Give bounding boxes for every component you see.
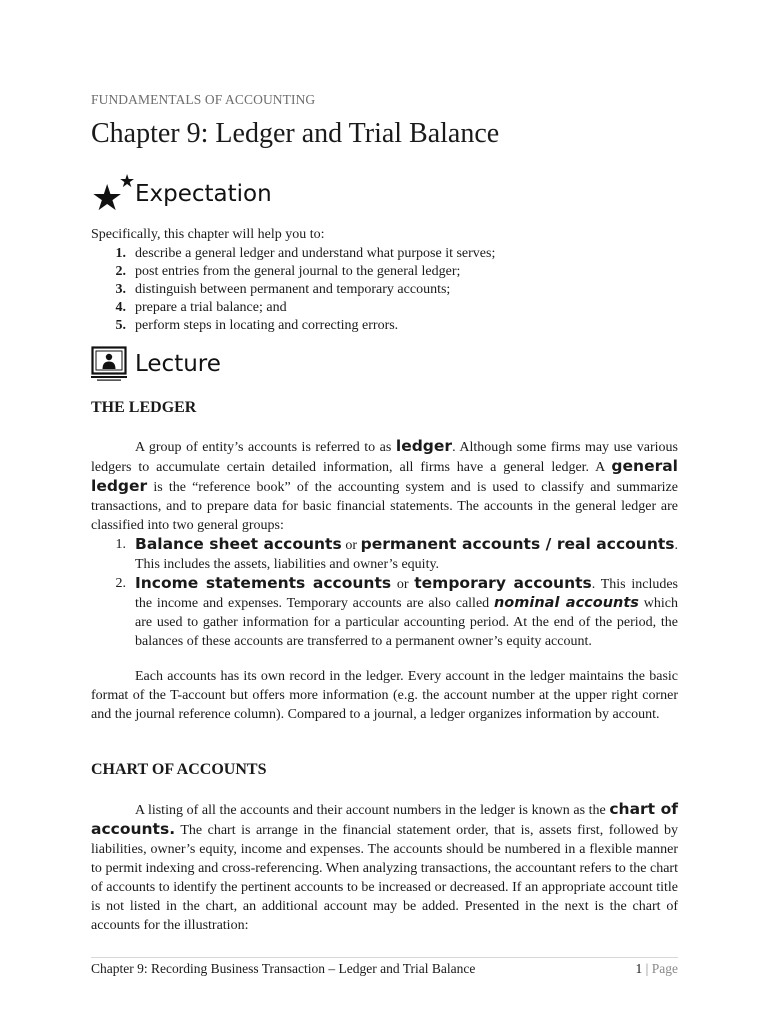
ledger-paragraph-2: Each accounts has its own record in the ledger. Every account in the ledger maintains the basic format of the T-account but offers more information (e.g. the account number at the upper right corner and the journal reference column). Compared to a journal, a ledger organizes information by account. bbox=[91, 669, 678, 722]
footer-divider bbox=[91, 957, 678, 958]
list-item: 1. Balance sheet accounts or permanent accounts / real accounts. This includes the assets, liabilities and owner’s equity. bbox=[115, 535, 678, 572]
page-number: 1 | Page bbox=[635, 961, 678, 976]
term-chart-of-accounts: chart of accounts. bbox=[91, 800, 678, 838]
account-types-list bbox=[91, 535, 678, 651]
ledger-heading: THE LEDGER bbox=[91, 399, 197, 416]
list-item: 1. describe a general ledger and understand what purpose it serves; bbox=[115, 246, 496, 261]
footer-title: Chapter 9: Recording Business Transaction – Ledger and Trial Balance bbox=[91, 961, 476, 976]
chart-heading: CHART OF ACCOUNTS bbox=[91, 761, 267, 778]
lecture-label: Lecture bbox=[135, 351, 221, 377]
objectives-list bbox=[91, 245, 495, 335]
ledger-paragraph: A group of entity’s accounts is referred to as ledger. Although some firms may use various ledgers to accumulate certain detailed information, all firms have a general ledger. A general ledger is the “reference book” of the accounting system and is used to classify and summarize transactions, and to prepare data for basic financial statements. The accounts in the general ledger are classified into two general groups: bbox=[91, 437, 679, 533]
objectives-intro: Specifically, this chapter will help you to: bbox=[91, 227, 325, 242]
term-general-ledger: general ledger bbox=[91, 457, 678, 495]
expectation-label: Expectation bbox=[135, 181, 272, 207]
stars-icon: ★ ★ bbox=[91, 171, 136, 218]
list-item: 3. distinguish between permanent and temporary accounts; bbox=[115, 281, 451, 297]
list-item: 2. post entries from the general journal to the general ledger; bbox=[115, 263, 461, 279]
chapter-title: Chapter 9: Ledger and Trial Balance bbox=[91, 118, 500, 149]
expectation-heading bbox=[91, 172, 272, 216]
list-item: 5. perform steps in locating and correcting errors. bbox=[115, 317, 399, 333]
list-item: 4. prepare a trial balance; and bbox=[115, 299, 287, 315]
list-item: 2. Income statements accounts or temporary accounts. This includes the income and expenses. Temporary accounts are also called nominal accounts which are used to gather information for a particular accounting period. At the end of the period, the balances of these accounts are transferred to a permanent owner’s equity account. bbox=[115, 574, 679, 649]
lecturer-icon bbox=[91, 346, 127, 382]
chart-paragraph: A listing of all the accounts and their account numbers in the ledger is known as the chart of accounts. The chart is arrange in the financial statement order, that is, assets first, followed by liabilities, owner’s equity, income and expenses. The accounts should be numbered in a flexible manner to permit indexing and cross-referencing. When analyzing transactions, the accountant refers to the chart of accounts to identify the pertinent accounts to be increased or decreased. If an appropriate account title is not listed in the chart, an additional account may be added. Presented in the next is the chart of accounts for the illustration: bbox=[91, 800, 678, 933]
lecture-heading bbox=[91, 346, 221, 382]
running-head: FUNDAMENTALS OF ACCOUNTING bbox=[91, 92, 316, 107]
term-ledger: ledger bbox=[395, 437, 453, 455]
